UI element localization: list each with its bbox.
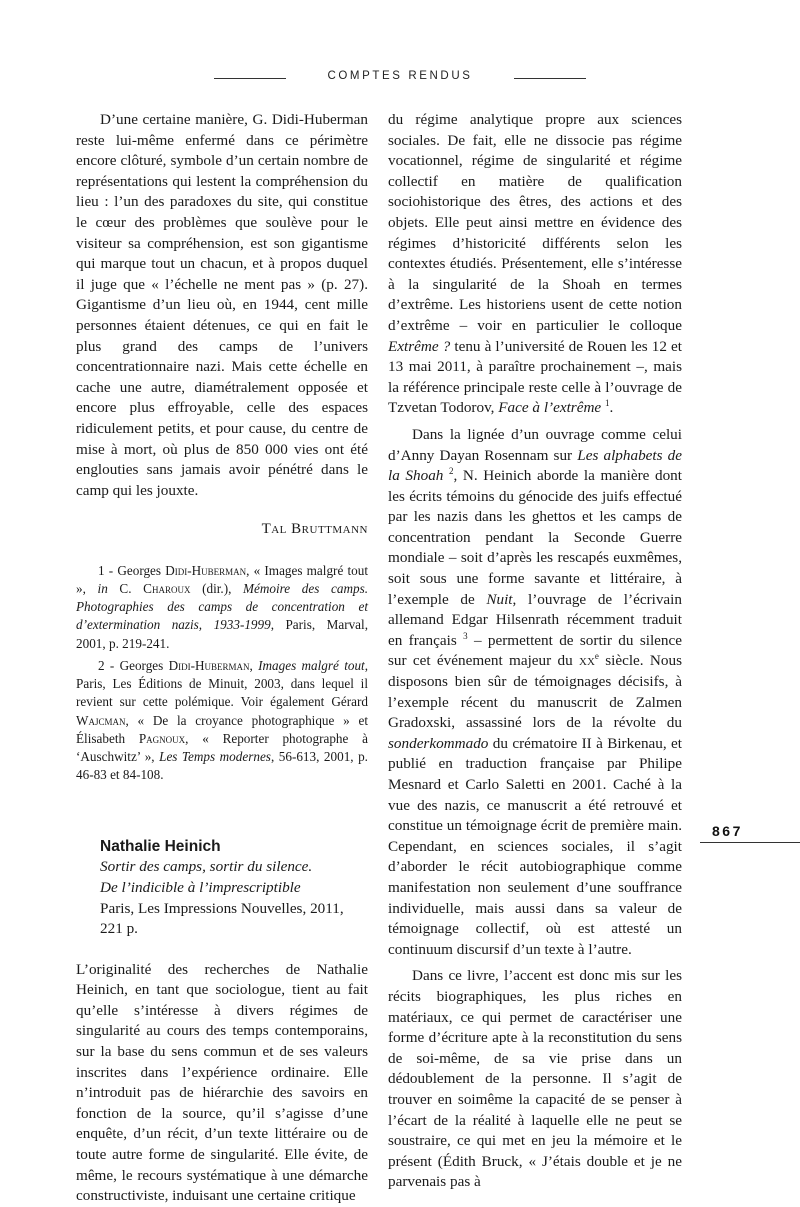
review-heading	[76, 836, 368, 939]
left-paragraph-2: L’originalité des recherches de Nathalie Heinich, en tant que sociologue, tient au fait qu’elle s’intéresse à divers régimes de singularité au cours des temps contemporains, sur la base du sens commun et de ses valeurs inscrites dans l’expérience ordinaire. Elle n’introduit pas de hiérarchie des savoirs en fonction de la source, qu’il s’agisse d’une enquête, d’un récit, d’un texte littéraire ou de toute autre forme de singularité. Elle évite, de même, le recours systématique à une démarche constructiviste, induisant une certaine critique	[76, 960, 368, 1205]
footnote-1: 1 - Georges Didi-Huberman, « Images malgré tout », in C. Charoux (dir.), Mémoire des camps. Photographies des camps de concentration et d’extermination nazis, 1933-1999, Paris, Marval, 2001, p. 219-241.	[76, 562, 369, 651]
review-book-title-line-1: Sortir des camps, sortir du silence.	[100, 858, 313, 876]
running-header	[0, 70, 800, 90]
review-book-title-line-2: De l’indicible à l’imprescriptible	[100, 878, 301, 896]
header-rule-right	[514, 78, 586, 79]
footnote-ref-2: 2	[449, 466, 454, 477]
header-rule-left	[214, 78, 286, 79]
right-paragraph-2: Dans la lignée d’un ouvrage comme celui d’Anny Dayan Rosennam sur Les alphabets de la Shoah $^2$, N. Heinich aborde la manière dont les écrits témoins du génocide des juifs effectué par les nazis dans les ghettos et les camps de concentration pendant la Seconde Guerre mondiale – soit d’après les rescapés euxmêmes, soit sous une forme savante et littéraire, à l’exemple de Nuit, l’ouvrage de l’écrivain allemand Edgar Hilsenrath récemment traduit en français $^3$ – permettent de sortir du silence sur cet événement majeur du $xx^e$ siècle. Nous disposons bien sûr de témoignages décisifs, à l’exemple récent du manuscrit de Zalmen Gradoxski, assassiné lors de la révolte du sonderkommado du crématoire II à Birkenau, et publié en traduction française par Philipe Mesnard et Carlo Saletti en 2001. Caché à la vue des nazis, ce manuscrit a été retrouvé et constitue un témoignage écrit de première main. Cependant, en sciences sociales, il s’agit d’aborder le récit autobiographique comme manifestation non seulement d’une souffrance individuelle, mais aussi dans sa valeur de témoignage collectif, où est attesté un continuum discursif d’un texte à l’autre.	[388, 425, 683, 958]
footnotes	[76, 562, 368, 784]
page-number: 867	[712, 823, 743, 839]
right-paragraph-1: du régime analytique propre aux sciences sociales. De fait, elle ne dissocie pas régime vocationnel, régime de singularité et régime collectif en matière de qualification sociohistorique des êtres, des actions et des objets. Elle peut ainsi mettre en évidence des régimes d’historicité différents selon les contextes étudiés. Présentement, elle s’intéresse à la singularité de la Shoah en termes d’extrême. Les historiens usent de cette notion d’extrême – voir en particulier le colloque Extrême ? tenu à l’université de Rouen les 12 et 13 mai 2011, à paraître prochainement –, mais la référence principale reste celle à l’ouvrage de Tzvetan Todorov, Face à l’extrême $^1$.	[388, 111, 682, 417]
footnote-ref-3: 3	[463, 630, 468, 641]
left-column	[76, 110, 368, 1207]
running-header-title: COMPTES RENDUS	[327, 70, 473, 82]
page-number-rule	[700, 842, 800, 843]
left-paragraph-1: D’une certaine manière, G. Didi-Huberman reste lui-même enfermé dans ce périmètre encore clôturé, symbole d’un certain nombre de représentations qui lestent la compréhension du lieu : l’un des paradoxes du site, qui constitue le cœur des problèmes que soulève pour le visiteur sa compréhension, est son gigantisme qui marque tout un chacun, et à propos duquel il juge que « l’échelle ne ment pas » (p. 27). Gigantisme d’un lieu où, en 1944, cent mille personnes étaient détenues, ce qui en fait le plus grand des camps de l’univers concentrationnaire nazi. Mais cette échelle en cache une autre, diamétralement opposée et encore plus effroyable, celle des espaces ridiculement petits, et pour cause, du centre de mise à mort, où plus de 850 000 vies ont été englouties sans jamais avoir pénétré dans le camp qui les jouxte.	[76, 111, 368, 499]
review-publisher: Paris, Les Impressions Nouvelles, 2011,	[100, 899, 344, 917]
review-body-start	[76, 960, 368, 1207]
review-page-count: 221 p.	[100, 920, 138, 938]
footnote-2: 2 - Georges Didi-Huberman, Images malgré tout, Paris, Les Éditions de Minuit, 2003, dans lequel il revient sur cette polémique. Voir également Gérard Wajcman, « De la croyance photographique » et Élisabeth Pagnoux, « Reporter photographe à ‘Auschwitz’ », Les Temps modernes, 56-613, 2001, p. 46-83 et 84-108.	[76, 657, 369, 783]
right-column	[388, 110, 682, 1193]
footnote-ref-1: 1	[604, 398, 610, 409]
review-author: Nathalie Heinich	[100, 838, 221, 856]
review-signature: Tal Bruttmann	[261, 521, 368, 538]
right-paragraph-3: Dans ce livre, l’accent est donc mis sur les récits biographiques, les plus riches en matériaux, ce qui permet de caractériser une forme d’écriture apte à la reconstitution du sens de soi-même, de sa vie prise dans un dédoublement de la personne. Il s’agit de trouver en soimême la capacité de se penser à l’écart de la réalité à laquelle elle ne peut se soustraire, ce qui met en jeu la mémoire et le présent (Édith Bruck, « J’étais double et je ne parvenais pas à	[388, 967, 682, 1191]
